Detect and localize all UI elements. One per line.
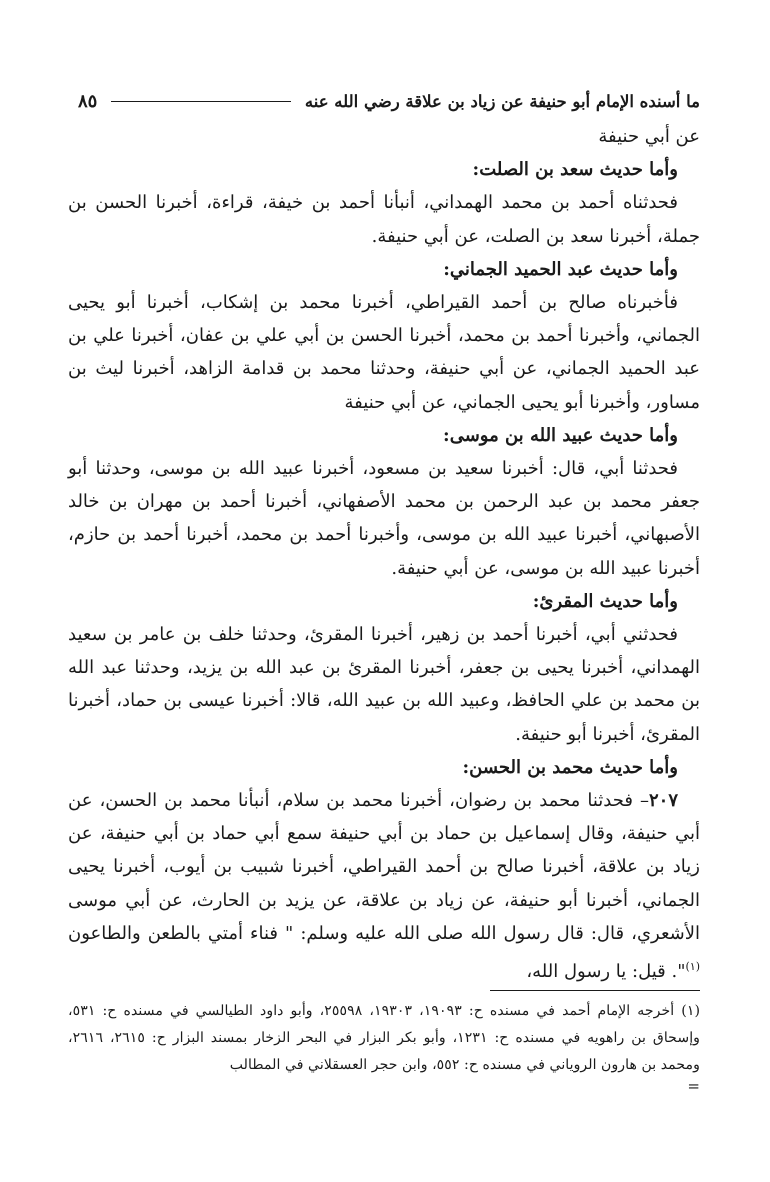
section-heading: وأما حديث عبد الحميد الجماني: bbox=[443, 258, 678, 280]
paragraph: فأخبرناه صالح بن أحمد القيراطي، أخبرنا محمد بن إشكاب، أخبرنا أبو يحيى الجماني، وأخبرنا أحمد بن محمد، أخبرنا الحسن بن أبي علي بن عفان، أخبرنا علي بن عبد الحميد الجماني، عن أبي حنيفة، وحدثنا محمد بن قدامة الزاهد، أخبرنا ليث بن مساور، وأخبرنا أبو يحيى الجماني، عن أبي حنيفة bbox=[68, 292, 700, 413]
section-heading: وأما حديث عبيد الله بن موسى: bbox=[443, 424, 678, 446]
paragraph: فحدثني أبي، أخبرنا أحمد بن زهير، أخبرنا المقرئ، وحدثنا خلف بن عامر بن سعيد الهمداني، أخبرنا يحيى بن جعفر، أخبرنا المقرئ بن عبد الله بن يزيد، وحدثنا عبد الله بن محمد بن علي الحافظ، وعبيد الله بن عبيد الله، قالا: أخبرنا عيسى بن حماد، أخبرنا المقرئ، أخبرنا أبو حنيفة. bbox=[68, 624, 700, 745]
footnote-1: (١) أخرجه الإمام أحمد في مسنده ح: ١٩٠٩٣، ١٩٣٠٣، ٢٥٥٩٨، وأبو داود الطيالسي في مسنده ح: ٥٣١، وإسحاق بن راهويه في مسنده ح: ١٢٣١، وأبو بكر البزار في البحر الزخار بمسند البزار ح: ٢٦١٥، ٢٦١٦، ومحمد بن هارون الروياني في مسنده ح: ٥٥٢، وابن حجر العسقلاني في المطالب bbox=[68, 1003, 701, 1073]
running-header-title: ما أسنده الإمام أبو حنيفة عن زياد بن علاقة رضي الله عنه bbox=[304, 91, 700, 111]
section-heading: وأما حديث سعد بن الصلت: bbox=[472, 159, 678, 181]
main-text bbox=[68, 120, 700, 988]
hadith-text: – فحدثنا محمد بن رضوان، أخبرنا محمد بن سلام، أنبأنا محمد بن الحسن، عن أبي حنيفة، وقال إسماعيل بن حماد بن أبي حنيفة سمع أبي حماد بن أبي حنيفة، عن زياد بن علاقة، أخبرنا صالح بن أحمد القيراطي، أخبرنا شبيب بن أيوب، أخبرنا يحيى الجماني، أخبرنا أبو حنيفة، عن زياد بن علاقة، عن يزيد بن الحارث، عن أبي موسى الأشعري، قال: قال رسول الله صلى الله عليه وسلم: " فناء أمتي بالطعن والطاعون bbox=[68, 790, 700, 944]
footnotes bbox=[68, 998, 700, 1093]
hadith-paragraph bbox=[68, 784, 700, 988]
footnote-separator bbox=[490, 990, 700, 991]
section-heading: وأما حديث محمد بن الحسن: bbox=[462, 756, 678, 778]
header-rule bbox=[111, 101, 291, 102]
page-number: ٨٥ bbox=[78, 90, 98, 112]
paragraph: فحدثناه أحمد بن محمد الهمداني، أنبأنا أحمد بن خيفة، قراءة، أخبرنا الحسن بن جملة، أخبرنا سعد بن الصلت، عن أبي حنيفة. bbox=[68, 192, 700, 247]
running-header bbox=[78, 84, 700, 118]
paragraph: فحدثنا أبي، قال: أخبرنا سعيد بن مسعود، أخبرنا عبيد الله بن موسى، وحدثنا أبو جعفر محمد بن عبد الرحمن بن محمد الأصفهاني، أخبرنا أحمد بن مهران بن خالد الأصبهاني، أخبرنا عبيد الله بن موسى، وأخبرنا أحمد بن محمد، أخبرنا أحمد بن حازم، أخبرنا عبيد الله بن موسى، عن أبي حنيفة. bbox=[68, 458, 700, 579]
footnote-reference: (١) bbox=[685, 960, 700, 974]
hadith-number: ٢٠٧ bbox=[648, 790, 678, 812]
opening-line: عن أبي حنيفة bbox=[598, 126, 700, 147]
section-heading: وأما حديث المقرئ: bbox=[532, 590, 678, 612]
footnote-continuation-mark: = bbox=[687, 1077, 700, 1095]
hadith-text-end: ". قيل: يا رسول الله، bbox=[526, 961, 686, 983]
